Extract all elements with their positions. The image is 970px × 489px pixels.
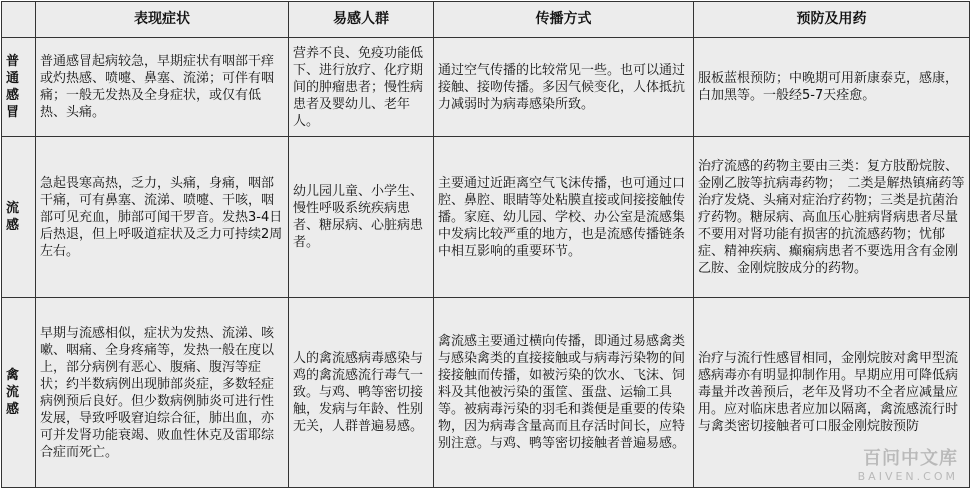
cell-transmission: 主要通过近距离空气飞沫传播，也可通过口腔、鼻腔、眼睛等处粘膜直接或间接接触传播。家庭、幼儿园、学校、办公室是流感集中发病比较严重的地方，也是流感传播链条中相互影响的重要环节。	[434, 137, 694, 298]
header-corner	[2, 2, 36, 38]
cell-symptoms: 急起畏寒高热，乏力，头痛，身痛，咽部干痛，可有鼻塞、流涕、喷嚏、干咳，咽部可见充血，肺部可闻干罗音。发热3-4日后热退，但上呼吸道症状及乏力可持续2周左右。	[36, 137, 289, 298]
disease-comparison-table	[1, 1, 970, 488]
cell-susceptible-groups: 营养不良、免疫功能低下、进行放疗、化疗期间的肿瘤患者；慢性病患者及婴幼儿、老年人。	[289, 37, 434, 136]
table-row-influenza	[2, 137, 970, 298]
header-prevention-medication: 预防及用药	[694, 2, 970, 38]
row-label-common-cold: 普通感冒	[2, 37, 36, 136]
cell-prevention-medication: 治疗流感的药物主要由三类：复方肢酚烷胺、金刚乙胺等抗病毒药物； 二类是解热镇痛药等治疗发烧、头痛对症治疗药物；三类是抗菌治疗药物。糖尿病、高血压心脏病肾病患者尽量不要用对肾功能有损害的抗流感药物；忧郁症、精神疾病、癫痫病患者不要选用含有金刚乙胺、金刚烷胺成分的药物。	[694, 137, 970, 298]
cell-transmission: 禽流感主要通过横向传播，即通过易感禽类与感染禽类的直接接触或与病毒污染物的间接接触而传播，如被污染的饮水、飞沫、饲料及其他被污染的蛋筐、蛋盘、运输工具等。被病毒污染的羽毛和粪便是重要的传染物，因为病毒含量高而且存活时间长，应特别注意。与鸡、鸭等密切接触者普遍易感。	[434, 298, 694, 488]
cell-prevention-medication: 服板蓝根预防；中晚期可用新康泰克，感康，白加黑等。一般经5-7天痊愈。	[694, 37, 970, 136]
cell-transmission: 通过空气传播的比较常见一些。也可以通过接触、接吻传播。多因气候变化，人体抵抗力减弱时为病毒感染所致。	[434, 37, 694, 136]
header-transmission: 传播方式	[434, 2, 694, 38]
header-symptoms: 表现症状	[36, 2, 289, 38]
watermark-cn: 百问中文库	[863, 448, 958, 469]
header-susceptible-groups: 易感人群	[289, 2, 434, 38]
row-label-avian-influenza: 禽流感	[2, 298, 36, 488]
table-row-common-cold	[2, 37, 970, 136]
cell-prevention-medication: 治疗与流行性感冒相同，金刚烷胺对禽甲型流感病毒亦有明显抑制作用。早期应用可降低病毒量并改善预后，老年及肾功不全者应减量应用。应对临床患者应加以隔离，禽流感流行时与禽类密切接触者可口服金刚烷胺预防	[694, 298, 970, 488]
cell-susceptible-groups: 人的禽流感病毒感染与鸡的禽流感流行毒气一致。与鸡、鸭等密切接触，发病与年龄、性别无关，人群普遍易感。	[289, 298, 434, 488]
row-label-influenza: 流感	[2, 137, 36, 298]
table-row-avian-influenza	[2, 298, 970, 488]
cell-symptoms: 普通感冒起病较急，早期症状有咽部干痒或灼热感、喷嚏、鼻塞、流涕；可伴有咽痛；一般无发热及全身症状，或仅有低热、头痛。	[36, 37, 289, 136]
cell-susceptible-groups: 幼儿园儿童、小学生、慢性呼吸系统疾病患者、糖尿病、心脏病患者。	[289, 137, 434, 298]
cell-symptoms: 早期与流感相似，症状为发热、流涕、咳嗽、咽痛、全身疼痛等，发热一般在度以上，部分病例有恶心、腹痛、腹泻等症状；约半数病例出现肺部炎症，多数轻症病例预后良好。但少数病例肺炎可进行性发展，导致呼吸窘迫综合征，肺出血，亦可并发肾功能衰竭、败血性休克及雷耶综合症而死亡。	[36, 298, 289, 488]
watermark-en: BAIVEN.COM	[857, 470, 958, 483]
header-row	[2, 2, 970, 38]
